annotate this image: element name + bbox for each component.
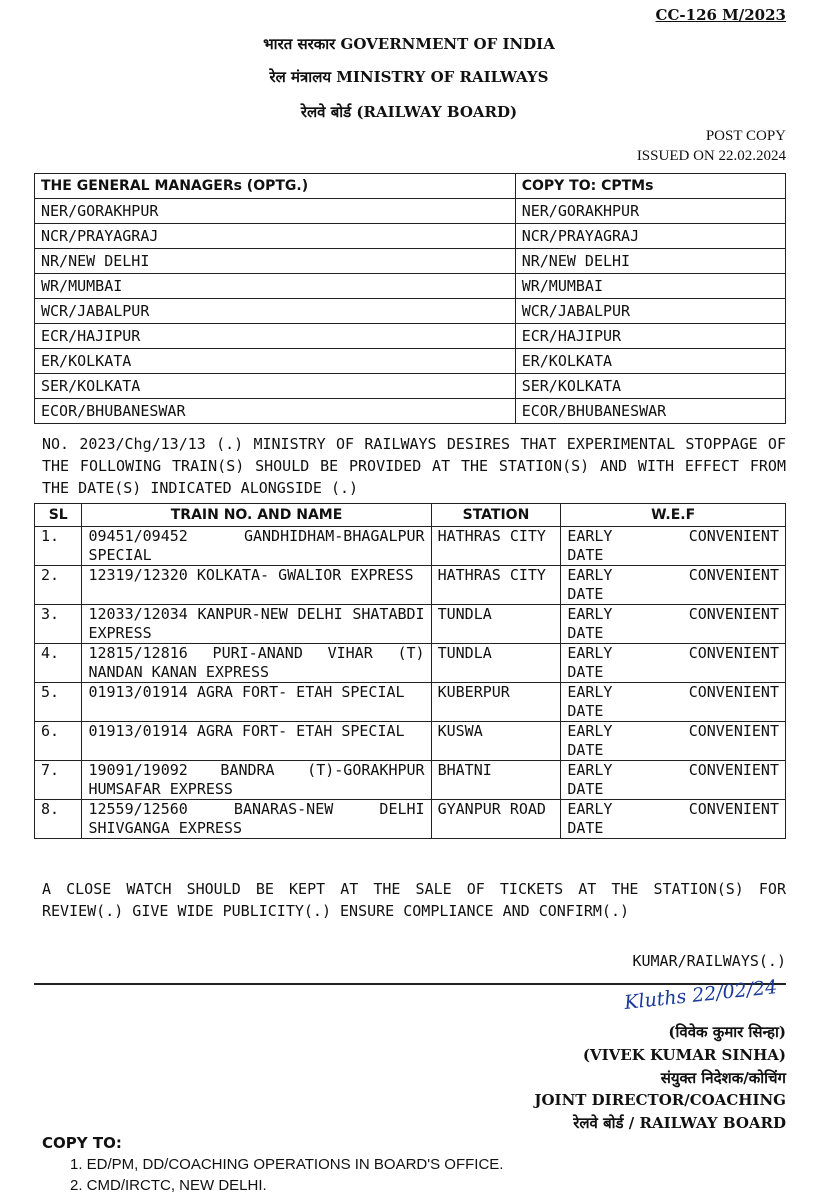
wef-date: DATE: [567, 741, 604, 759]
station-header: STATION: [431, 504, 561, 527]
wef-convenient: CONVENIENT: [688, 800, 779, 818]
table-row: [35, 800, 786, 839]
train-cell: 12559/12560 BANARAS-NEW DELHI SHIVGANGA EXPRESS: [82, 800, 431, 839]
table-row: [35, 527, 786, 566]
sl-cell: 3.: [35, 605, 82, 644]
cptm-cell: SER/KOLKATA: [515, 374, 785, 399]
wef-cell: [561, 683, 786, 722]
wef-cell: [561, 527, 786, 566]
table-row: [35, 274, 786, 299]
gm-cell: NR/NEW DELHI: [35, 249, 516, 274]
addressee-header-row: [35, 174, 786, 199]
station-cell: TUNDLA: [431, 644, 561, 683]
wef-early: EARLY: [567, 527, 613, 545]
wef-convenient: CONVENIENT: [688, 644, 779, 662]
cptm-cell: ECOR/BHUBANESWAR: [515, 399, 785, 424]
issued-date: ISSUED ON 22.02.2024: [636, 148, 786, 164]
header-ministry: रेल मंत्रालय MINISTRY OF RAILWAYS: [269, 68, 549, 86]
wef-cell: [561, 566, 786, 605]
wef-line: [567, 722, 779, 741]
train-cell: 12033/12034 KANPUR-NEW DELHI SHATABDI EXPRESS: [82, 605, 431, 644]
table-row: [35, 644, 786, 683]
gm-cell: ECR/HAJIPUR: [35, 324, 516, 349]
station-cell: BHATNI: [431, 761, 561, 800]
cptm-cell: ER/KOLKATA: [515, 349, 785, 374]
table-row: [35, 399, 786, 424]
wef-date: DATE: [567, 663, 604, 681]
train-cell: 12319/12320 KOLKATA- GWALIOR EXPRESS: [82, 566, 431, 605]
signatory-name-hindi: (विवेक कुमार सिन्हा): [668, 1023, 786, 1041]
sl-cell: 7.: [35, 761, 82, 800]
gm-cell: NER/GORAKHPUR: [35, 199, 516, 224]
wef-date: DATE: [567, 585, 604, 603]
sl-cell: 8.: [35, 800, 82, 839]
designation-hindi: संयुक्त निदेशक/कोचिंग: [660, 1069, 786, 1087]
wef-date: DATE: [567, 780, 604, 798]
wef-date: DATE: [567, 546, 604, 564]
table-row: [35, 349, 786, 374]
wef-convenient: CONVENIENT: [688, 722, 779, 740]
wef-early: EARLY: [567, 566, 613, 584]
train-header-row: [35, 504, 786, 527]
wef-convenient: CONVENIENT: [688, 566, 779, 584]
wef-line: [567, 800, 779, 819]
copy-to-item: 1. ED/PM, DD/COACHING OPERATIONS IN BOARD'S OFFICE.: [70, 1156, 504, 1173]
wef-header: W.E.F: [561, 504, 786, 527]
station-cell: KUSWA: [431, 722, 561, 761]
sl-cell: 4.: [35, 644, 82, 683]
wef-cell: [561, 722, 786, 761]
wef-early: EARLY: [567, 722, 613, 740]
sl-cell: 2.: [35, 566, 82, 605]
station-cell: HATHRAS CITY: [431, 566, 561, 605]
gm-cell: ECOR/BHUBANESWAR: [35, 399, 516, 424]
station-cell: HATHRAS CITY: [431, 527, 561, 566]
header-government: भारत सरकार GOVERNMENT OF INDIA: [263, 35, 555, 53]
wef-line: [567, 605, 779, 624]
sl-cell: 1.: [35, 527, 82, 566]
wef-early: EARLY: [567, 683, 613, 701]
sl-cell: 6.: [35, 722, 82, 761]
cptm-cell: NCR/PRAYAGRAJ: [515, 224, 785, 249]
table-row: [35, 722, 786, 761]
table-row: [35, 761, 786, 800]
table-row: [35, 683, 786, 722]
cptm-cell: ECR/HAJIPUR: [515, 324, 785, 349]
copy-to-heading: COPY TO:: [42, 1134, 122, 1152]
cptm-cell: WR/MUMBAI: [515, 274, 785, 299]
copy-to-item: 2. CMD/IRCTC, NEW DELHI.: [70, 1177, 267, 1194]
header-board: रेलवे बोर्ड (RAILWAY BOARD): [300, 103, 518, 121]
wef-line: [567, 566, 779, 585]
wef-early: EARLY: [567, 605, 613, 623]
train-table-body: [35, 527, 786, 839]
wef-cell: [561, 605, 786, 644]
wef-early: EARLY: [567, 800, 613, 818]
cptm-cell: NER/GORAKHPUR: [515, 199, 785, 224]
divider-line: [34, 983, 786, 985]
wef-date: DATE: [567, 819, 604, 837]
gm-cell: WCR/JABALPUR: [35, 299, 516, 324]
gm-header: THE GENERAL MANAGERs (OPTG.): [35, 174, 516, 199]
train-cell: 01913/01914 AGRA FORT- ETAH SPECIAL: [82, 683, 431, 722]
gm-cell: ER/KOLKATA: [35, 349, 516, 374]
reference-number: CC-126 M/2023: [655, 6, 786, 24]
sender-line: KUMAR/RAILWAYS(.): [632, 952, 786, 970]
addressee-table: [34, 173, 786, 424]
table-row: [35, 324, 786, 349]
wef-convenient: CONVENIENT: [688, 683, 779, 701]
wef-convenient: CONVENIENT: [688, 605, 779, 623]
wef-convenient: CONVENIENT: [688, 527, 779, 545]
post-copy-label: POST COPY: [705, 128, 786, 144]
gm-cell: WR/MUMBAI: [35, 274, 516, 299]
cptm-header: COPY TO: CPTMs: [515, 174, 785, 199]
wef-line: [567, 761, 779, 780]
sl-header: SL: [35, 504, 82, 527]
handwritten-signature: Kluths 22/02/24: [623, 976, 779, 1014]
sl-cell: 5.: [35, 683, 82, 722]
designation-english: JOINT DIRECTOR/COACHING: [534, 1091, 786, 1109]
wef-cell: [561, 644, 786, 683]
wef-convenient: CONVENIENT: [688, 761, 779, 779]
wef-early: EARLY: [567, 761, 613, 779]
wef-line: [567, 644, 779, 663]
table-row: [35, 249, 786, 274]
train-stoppage-table: [34, 503, 786, 839]
wef-early: EARLY: [567, 644, 613, 662]
train-cell: 12815/12816 PURI-ANAND VIHAR (T) NANDAN KANAN EXPRESS: [82, 644, 431, 683]
gm-cell: NCR/PRAYAGRAJ: [35, 224, 516, 249]
closing-paragraph: A CLOSE WATCH SHOULD BE KEPT AT THE SALE OF TICKETS AT THE STATION(S) FOR REVIEW(.) GIVE WIDE PUBLICITY(.) ENSURE COMPLIANCE AND CONFIRM(.): [42, 880, 786, 920]
table-row: [35, 299, 786, 324]
station-cell: TUNDLA: [431, 605, 561, 644]
train-cell: 01913/01914 AGRA FORT- ETAH SPECIAL: [82, 722, 431, 761]
wef-line: [567, 683, 779, 702]
signatory-name-english: (VIVEK KUMAR SINHA): [582, 1046, 786, 1064]
cptm-cell: NR/NEW DELHI: [515, 249, 785, 274]
office-name: रेलवे बोर्ड / RAILWAY BOARD: [573, 1114, 786, 1132]
wef-line: [567, 527, 779, 546]
table-row: [35, 199, 786, 224]
gm-cell: SER/KOLKATA: [35, 374, 516, 399]
table-row: [35, 566, 786, 605]
table-row: [35, 605, 786, 644]
table-row: [35, 374, 786, 399]
table-row: [35, 224, 786, 249]
train-cell: 19091/19092 BANDRA (T)-GORAKHPUR HUMSAFAR EXPRESS: [82, 761, 431, 800]
train-header: TRAIN NO. AND NAME: [82, 504, 431, 527]
station-cell: GYANPUR ROAD: [431, 800, 561, 839]
intro-paragraph: NO. 2023/Chg/13/13 (.) MINISTRY OF RAILWAYS DESIRES THAT EXPERIMENTAL STOPPAGE OF THE FOLLOWING TRAIN(S) SHOULD BE PROVIDED AT THE STATION(S) AND WITH EFFECT FROM THE DATE(S) INDICATED ALONGSIDE (.): [42, 435, 786, 497]
cptm-cell: WCR/JABALPUR: [515, 299, 785, 324]
station-cell: KUBERPUR: [431, 683, 561, 722]
wef-date: DATE: [567, 624, 604, 642]
wef-cell: [561, 800, 786, 839]
train-cell: 09451/09452 GANDHIDHAM-BHAGALPUR SPECIAL: [82, 527, 431, 566]
wef-cell: [561, 761, 786, 800]
wef-date: DATE: [567, 702, 604, 720]
